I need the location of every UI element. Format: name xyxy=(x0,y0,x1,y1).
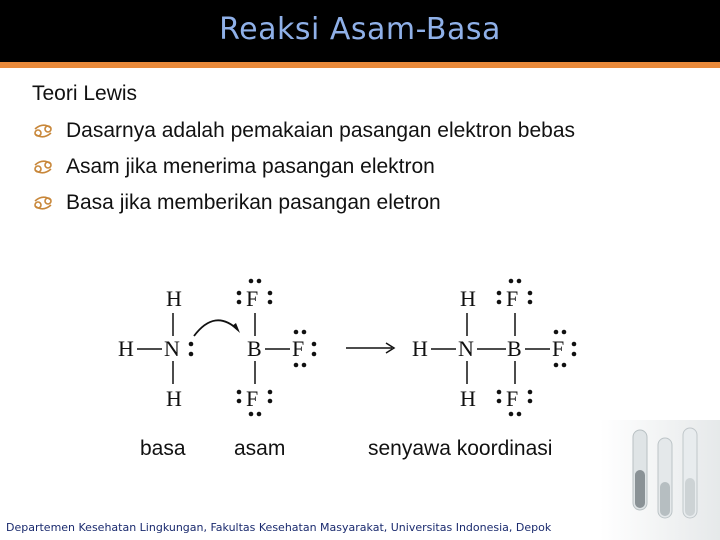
label-basa: basa xyxy=(140,437,186,460)
lone-pair-dot xyxy=(302,363,307,368)
ammonia-n: N xyxy=(164,336,180,361)
arrow-head xyxy=(232,323,240,333)
lone-pair-dot xyxy=(312,342,317,347)
product-h-bottom: H xyxy=(460,386,476,411)
lone-pair-dot xyxy=(294,363,299,368)
bf3-f-top: F xyxy=(246,286,259,311)
lone-pair-dot xyxy=(528,390,533,395)
lone-pair-dot xyxy=(562,363,567,368)
lone-pair-dot xyxy=(268,390,273,395)
lone-pair-dot xyxy=(497,390,502,395)
bf3-f-bottom: F xyxy=(246,386,259,411)
lone-pair-dot xyxy=(268,300,273,305)
lone-pair-dot xyxy=(249,412,254,417)
product-n: N xyxy=(458,336,474,361)
product-f-bottom: F xyxy=(506,386,519,411)
product-h-top: H xyxy=(460,286,476,311)
lone-pair-dot xyxy=(554,330,559,335)
bullet-text: Asam jika menerima pasangan elektron xyxy=(66,155,435,178)
lone-pair-dot xyxy=(189,352,194,357)
cancer-symbol-bullet-icon xyxy=(32,120,54,142)
lone-pair-dot xyxy=(528,399,533,404)
lone-pair-dot xyxy=(302,330,307,335)
ammonia-h-left: H xyxy=(118,336,134,361)
lone-pair-dot xyxy=(528,291,533,296)
lone-pair-dot xyxy=(528,300,533,305)
lewis-reaction-diagram xyxy=(110,268,590,428)
lone-pair-dot xyxy=(497,399,502,404)
cancer-symbol-bullet-icon xyxy=(32,192,54,214)
product-b: B xyxy=(507,336,522,361)
lone-pair-dot xyxy=(497,300,502,305)
lone-pair-dot xyxy=(572,352,577,357)
product-f-top: F xyxy=(506,286,519,311)
bullet-item xyxy=(32,117,575,153)
lone-pair-dot xyxy=(268,399,273,404)
lone-pair-dot xyxy=(572,342,577,347)
lone-pair-dot xyxy=(189,342,194,347)
lone-pair-dot xyxy=(517,412,522,417)
bf3-f-right: F xyxy=(292,336,305,361)
cancer-symbol-bullet-icon xyxy=(32,156,54,178)
lone-pair-dot xyxy=(294,330,299,335)
lone-pair-dot xyxy=(237,300,242,305)
bullet-item xyxy=(32,153,575,189)
lone-pair-dot xyxy=(509,412,514,417)
lone-pair-dot xyxy=(268,291,273,296)
lone-pair-dot xyxy=(249,279,254,284)
bullet-text: Dasarnya adalah pemakaian pasangan elektron bebas xyxy=(66,119,576,142)
lone-pair-dot xyxy=(509,279,514,284)
title-accent-line xyxy=(0,62,720,68)
product-h-left: H xyxy=(412,336,428,361)
lone-pair-dot xyxy=(237,390,242,395)
lone-pair-dot xyxy=(257,279,262,284)
footer-text: Departemen Kesehatan Lingkungan, Fakultas Kesehatan Masyarakat, Universitas Indonesia, Depok xyxy=(6,521,552,534)
bullet-list xyxy=(32,117,575,225)
electron-transfer-arrow xyxy=(194,320,238,336)
product-f-right: F xyxy=(552,336,565,361)
bf3-b: B xyxy=(247,336,262,361)
label-asam: asam xyxy=(234,437,286,460)
label-product: senyawa koordinasi xyxy=(368,437,553,460)
lone-pair-dot xyxy=(554,363,559,368)
bullet-item xyxy=(32,189,575,225)
test-tubes-decoration-icon xyxy=(600,420,720,540)
lone-pair-dot xyxy=(237,291,242,296)
lone-pair-dot xyxy=(517,279,522,284)
ammonia-h-top: H xyxy=(166,286,182,311)
lone-pair-dot xyxy=(312,352,317,357)
bullet-text: Basa jika memberikan pasangan eletron xyxy=(66,191,441,214)
slide-subtitle: Teori Lewis xyxy=(32,82,138,105)
ammonia-h-bottom: H xyxy=(166,386,182,411)
lone-pair-dot xyxy=(237,399,242,404)
lone-pair-dot xyxy=(497,291,502,296)
slide-title: Reaksi Asam-Basa xyxy=(219,12,501,47)
lone-pair-dot xyxy=(257,412,262,417)
lone-pair-dot xyxy=(562,330,567,335)
